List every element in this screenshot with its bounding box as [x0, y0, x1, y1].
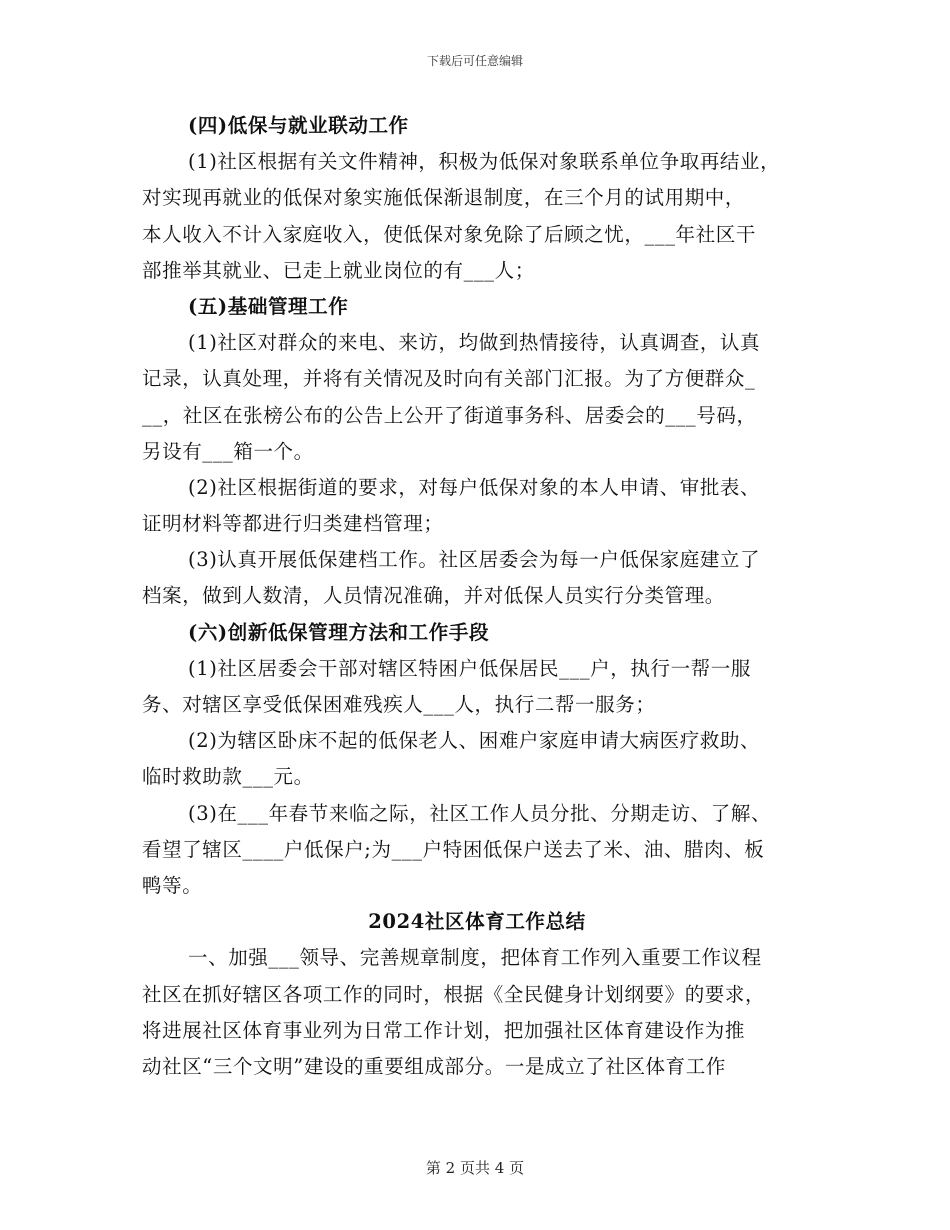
paragraph-line: 记录，认真处理，并将有关情况及时向有关部门汇报。为了方便群众_: [142, 367, 756, 391]
paragraph-line: 临时救助款___元。: [142, 765, 314, 789]
section-heading: (六)创新低保管理方法和工作手段: [188, 620, 490, 644]
paragraph-line: 部推举其就业、已走上就业岗位的有___人；: [142, 258, 535, 282]
paragraph-line: 对实现再就业的低保对象实施低保渐退制度，在三个月的试用期中，: [142, 186, 746, 210]
paragraph-line: 务、对辖区享受低保困难残疾人___人，执行二帮一服务；: [142, 693, 656, 716]
paragraph-line: 本人收入不计入家庭收入，使低保对象免除了后顾之忧，___年社区干: [142, 222, 756, 246]
page-header-note: 下载后可任意编辑: [426, 54, 523, 68]
document-body: [142, 108, 812, 1085]
page-number: 第 2 页共 4 页: [425, 1159, 525, 1177]
paragraph-line: 看望了辖区____户低保户;为___户特困低保户送去了米、油、腊肉、板: [142, 837, 765, 861]
paragraph-line: (1)社区居委会干部对辖区特困户低保居民___户，执行一帮一服: [188, 656, 751, 680]
paragraph-line: (1)社区对群众的来电、来访，均做到热情接待，认真调查，认真: [188, 331, 761, 355]
paragraph-line: 一、加强___领导、完善规章制度，把体育工作列入重要工作议程: [188, 946, 762, 970]
section-heading: (四)低保与就业联动工作: [188, 114, 409, 137]
section-heading: (五)基础管理工作: [188, 294, 349, 318]
paragraph-line: (2)为辖区卧床不起的低保老人、困难户家庭申请大病医疗救助、: [188, 729, 761, 753]
paragraph-line: 将进展社区体育事业列为日常工作计划，把加强社区体育建设作为推: [142, 1018, 746, 1042]
paragraph-line: 社区在抓好辖区各项工作的同时，根据《全民健身计划纲要》的要求，: [142, 982, 766, 1006]
paragraph-line: (2)社区根据街道的要求，对每户低保对象的本人申请、审批表、: [188, 475, 761, 499]
paragraph-line: 证明材料等都进行归类建档管理；: [142, 512, 444, 536]
paragraph-line: (3)在___年春节来临之际，社区工作人员分批、分期走访、了解、: [188, 801, 772, 825]
paragraph-line: __，社区在张榜公布的公告上公开了街道事务科、居委会的___号码，: [142, 403, 757, 427]
paragraph-line: 鸭等。: [142, 873, 203, 897]
paragraph-line: 另设有___箱一个。: [142, 439, 314, 463]
document-title: 2024社区体育工作总结: [368, 910, 586, 934]
paragraph-line: (1)社区根据有关文件精神，积极为低保对象联系单位争取再结业，: [188, 150, 781, 174]
paragraph-line: 动社区“三个文明”建设的重要组成部分。一是成立了社区体育工作: [142, 1054, 726, 1078]
paragraph-line: 档案，做到人数清，人员情况准确，并对低保人员实行分类管理。: [142, 584, 725, 608]
paragraph-line: (3)认真开展低保建档工作。社区居委会为每一户低保家庭建立了: [188, 548, 761, 572]
